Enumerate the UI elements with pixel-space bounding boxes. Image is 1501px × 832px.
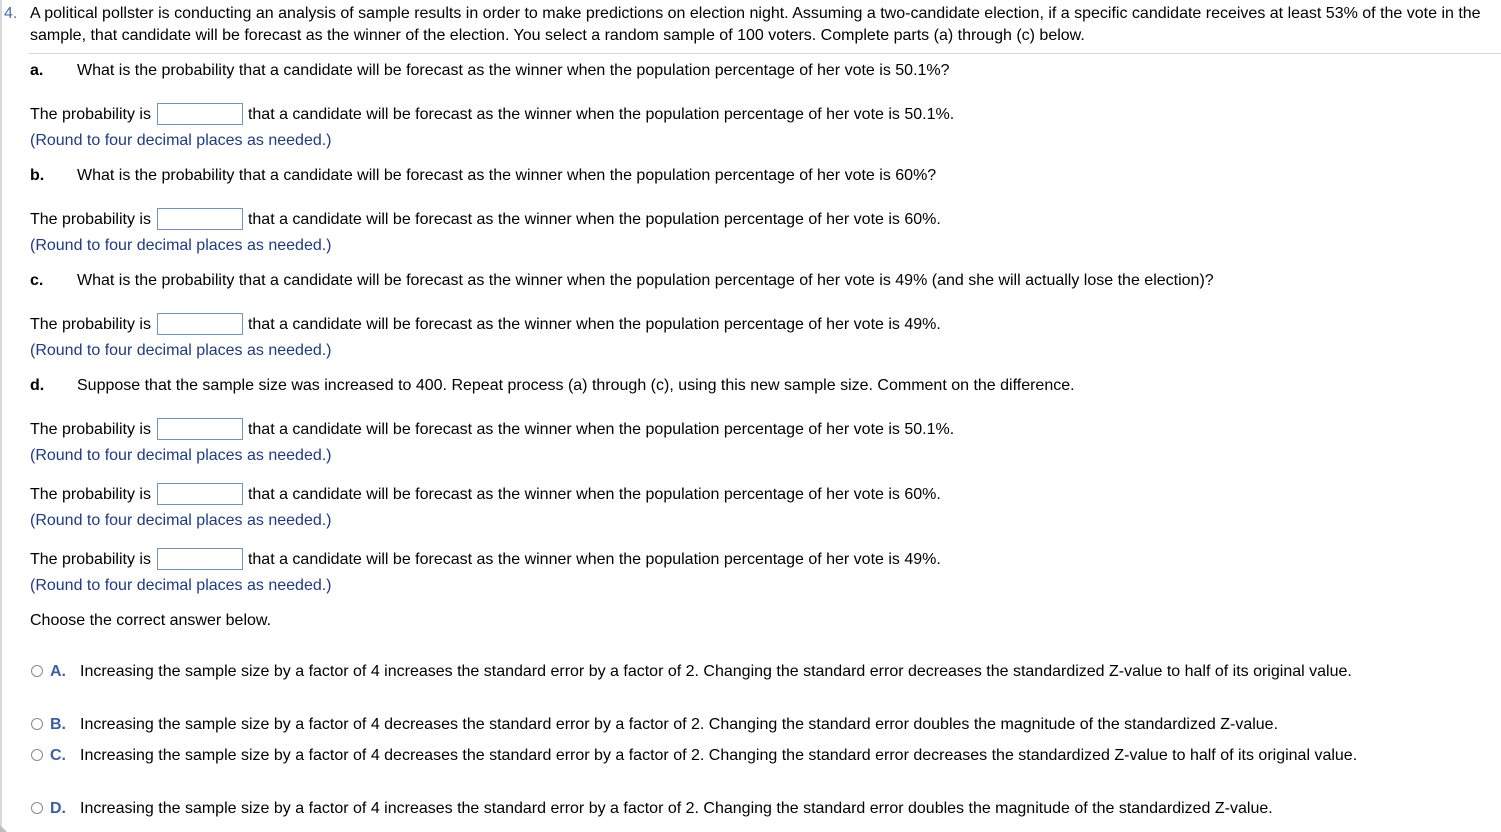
header-divider xyxy=(29,53,1501,54)
option-letter: A. xyxy=(50,663,66,680)
rounding-hint: (Round to four decimal places as needed.) xyxy=(30,237,332,254)
answer-row-d2 xyxy=(30,482,941,508)
answer-lead: The probability is xyxy=(30,421,151,438)
part-letter: d. xyxy=(30,377,45,394)
answer-input-d1[interactable] xyxy=(157,418,243,440)
answer-row-a xyxy=(30,102,954,128)
left-border xyxy=(0,0,2,832)
radio-button-icon[interactable] xyxy=(31,718,43,730)
option-text: Increasing the sample size by a factor of 4 decreases the standard error by a factor of 2. Changing the standard error doubles the magnitude of the standardized Z-value. xyxy=(80,716,1279,733)
choice-prompt: Choose the correct answer below. xyxy=(30,612,272,629)
rounding-hint: (Round to four decimal places as needed.) xyxy=(30,447,332,464)
answer-row-d1 xyxy=(30,417,954,443)
answer-input-d2[interactable] xyxy=(157,483,243,505)
rounding-hint: (Round to four decimal places as needed.) xyxy=(30,132,332,149)
rounding-hint: (Round to four decimal places as needed.) xyxy=(30,342,332,359)
option-text: Increasing the sample size by a factor of 4 increases the standard error by a factor of 2. Changing the standard error decreases the standardized Z-value to half of its original value. xyxy=(80,663,1352,680)
option-letter: C. xyxy=(50,747,66,764)
radio-button-icon[interactable] xyxy=(31,802,43,814)
part-letter: b. xyxy=(30,167,45,184)
rounding-hint: (Round to four decimal places as needed.) xyxy=(30,512,332,529)
answer-trail: that a candidate will be forecast as the winner when the population percentage of her vote is 60%. xyxy=(247,211,941,228)
answer-lead: The probability is xyxy=(30,551,151,568)
part-question: What is the probability that a candidate will be forecast as the winner when the population percentage of her vote is 60%? xyxy=(77,167,937,184)
answer-lead: The probability is xyxy=(30,316,151,333)
part-letter: c. xyxy=(30,272,44,289)
answer-row-b xyxy=(30,207,941,233)
answer-trail: that a candidate will be forecast as the winner when the population percentage of her vote is 50.1%. xyxy=(247,106,955,123)
part-question: Suppose that the sample size was increased to 400. Repeat process (a) through (c), using this new sample size. Comment on the difference. xyxy=(77,377,1075,394)
question-number: 4. xyxy=(4,5,18,22)
option-letter: D. xyxy=(50,800,66,817)
answer-trail: that a candidate will be forecast as the winner when the population percentage of her vote is 50.1%. xyxy=(247,421,955,438)
option-text: Increasing the sample size by a factor of 4 decreases the standard error by a factor of 2. Changing the standard error decreases the standardized Z-value to half of its original value. xyxy=(80,747,1358,764)
option-text: Increasing the sample size by a factor of 4 increases the standard error by a factor of 2. Changing the standard error doubles the magnitude of the standardized Z-value. xyxy=(80,800,1273,817)
option-letter: B. xyxy=(50,716,66,733)
radio-button-icon[interactable] xyxy=(31,665,43,677)
radio-button-icon[interactable] xyxy=(31,749,43,761)
answer-row-d3 xyxy=(30,547,941,573)
answer-lead: The probability is xyxy=(30,486,151,503)
answer-lead: The probability is xyxy=(30,106,151,123)
question-intro: A political pollster is conducting an analysis of sample results in order to make predictions on election night. Assuming a two-candidate election, if a specific candidate receives at least 53% of the vote in the sample, that candidate will be forecast as the winner of the election. You select a random sample of 100 voters. Complete parts (a) through (c) below. xyxy=(30,5,1481,44)
answer-trail: that a candidate will be forecast as the winner when the population percentage of her vote is 49%. xyxy=(247,551,941,568)
answer-input-a[interactable] xyxy=(157,103,243,125)
part-question: What is the probability that a candidate will be forecast as the winner when the population percentage of her vote is 49% (and she will actually lose the election)? xyxy=(77,272,1214,289)
answer-trail: that a candidate will be forecast as the winner when the population percentage of her vote is 49%. xyxy=(247,316,941,333)
answer-input-d3[interactable] xyxy=(157,548,243,570)
rounding-hint: (Round to four decimal places as needed.) xyxy=(30,577,332,594)
answer-row-c xyxy=(30,312,941,338)
part-question: What is the probability that a candidate will be forecast as the winner when the population percentage of her vote is 50.1%? xyxy=(77,62,950,79)
corner-marker xyxy=(0,825,7,832)
part-letter: a. xyxy=(30,62,44,79)
answer-lead: The probability is xyxy=(30,211,151,228)
answer-trail: that a candidate will be forecast as the winner when the population percentage of her vote is 60%. xyxy=(247,486,941,503)
answer-input-b[interactable] xyxy=(157,208,243,230)
answer-input-c[interactable] xyxy=(157,313,243,335)
